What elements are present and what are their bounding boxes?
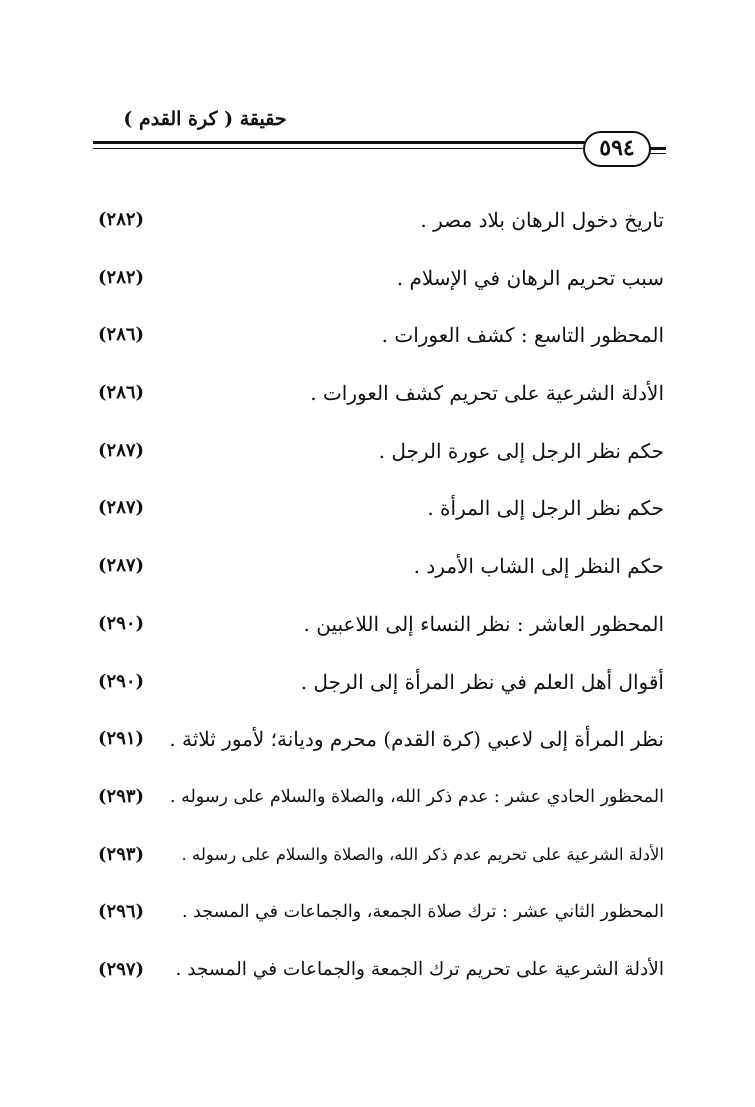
toc-entry [88,772,664,830]
toc-entry [88,483,664,541]
toc-entry [88,599,664,657]
toc-entry [88,657,664,715]
toc-entry-title: أقوال أهل العلم في نظر المرأة إلى الرجل . [300,669,664,694]
running-title: حقيقة ( كرة القدم ) [123,108,287,130]
header-rule-thin [93,148,593,149]
header-rule-thick [93,141,593,144]
toc-entry-page: (٢٩٠) [98,670,145,692]
toc-entry [88,830,664,888]
toc-entry-page: (٢٩٦) [98,901,145,923]
toc-entry-page: (٢٨٦) [98,324,145,346]
toc-entry-title: المحظور العاشر : نظر النساء إلى اللاعبين . [303,611,664,636]
toc-entry-page: (٢٨٦) [98,382,145,404]
toc-entry-page: (٢٨٢) [98,266,145,288]
toc-entry-title: تاريخ دخول الرهان بلاد مصر . [420,208,664,232]
toc-entry-title: المحظور الثاني عشر : ترك صلاة الجمعة، والجماعات في المسجد . [181,902,664,923]
toc-entry [88,368,664,426]
badge-tail-thin [648,153,666,154]
toc-entry-title: حكم نظر الرجل إلى المرأة . [427,496,664,521]
toc-entry-title: الأدلة الشرعية على تحريم عدم ذكر الله، والصلاة والسلام على رسوله . [181,844,664,864]
toc-entry-page: (٢٨٧) [98,439,145,461]
toc-entry [88,310,664,368]
table-of-contents [88,195,664,1003]
toc-entry-page: (٢٩٣) [98,785,145,807]
toc-entry-title: نظر المرأة إلى لاعبي (كرة القدم) محرم وديانة؛ لأمور ثلاثة . [169,727,664,752]
toc-entry-page: (٢٨٧) [98,555,145,577]
toc-entry-title: حكم نظر الرجل إلى عورة الرجل . [378,438,664,463]
toc-entry-page: (٢٩٠) [98,612,145,634]
toc-entry [88,541,664,599]
toc-entry-title: المحظور الحادي عشر : عدم ذكر الله، والصلاة والسلام على رسوله . [169,786,664,807]
toc-entry-title: الأدلة الشرعية على تحريم ترك الجمعة والجماعات في المسجد . [175,958,664,980]
toc-entry [88,426,664,484]
toc-entry-title: حكم النظر إلى الشاب الأمرد . [413,554,664,579]
toc-entry [88,253,664,311]
toc-entry-page: (٢٩٧) [98,958,145,980]
toc-entry-title: المحظور التاسع : كشف العورات . [381,323,664,348]
toc-entry-page: (٢٨٧) [98,497,145,519]
page-number-badge: ٥٩٤ [583,131,651,167]
toc-entry [88,887,664,945]
toc-entry [88,945,664,1003]
toc-entry [88,714,664,772]
toc-entry-page: (٢٩١) [98,728,145,750]
toc-entry-page: (٢٩٣) [98,843,145,865]
toc-entry-title: سبب تحريم الرهان في الإسلام . [396,265,664,290]
toc-entry-title: الأدلة الشرعية على تحريم كشف العورات . [310,381,664,406]
toc-entry [88,195,664,253]
toc-entry-page: (٢٨٢) [98,209,145,230]
